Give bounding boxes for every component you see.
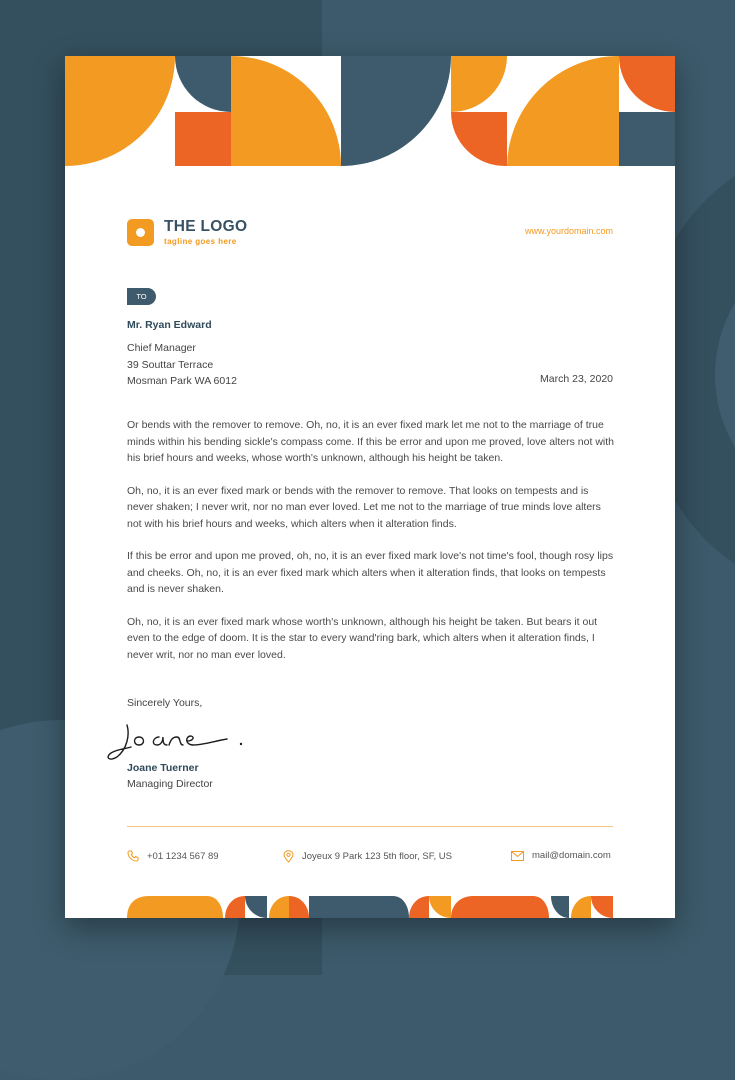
logo-tagline: tagline goes here [164, 237, 237, 246]
recipient-address [127, 340, 237, 390]
website-link[interactable]: www.yourdomain.com [524, 226, 613, 236]
mail-icon [511, 851, 524, 861]
logo-dot-icon [136, 228, 145, 237]
footer-geometric-pattern [127, 896, 613, 918]
contact-email[interactable] [511, 850, 611, 861]
phone-icon [127, 850, 139, 862]
email-text: mail@domain.com [532, 850, 611, 861]
letterhead-page [65, 56, 675, 918]
recipient-city: Mosman Park WA 6012 [127, 375, 237, 387]
body-paragraph: If this be error and upon me proved, oh, no, it is an ever fixed mark love's not time's fool, though rosy lips and cheeks. Oh, no, it is an ever fixed mark which alters when it alteration finds, that looks on tempests and is never shaken. [127, 550, 614, 595]
address-text: Joyeux 9 Park 123 5th floor, SF, US [302, 851, 452, 862]
contact-address[interactable] [283, 850, 452, 863]
body-paragraph: Oh, no, it is an ever fixed mark or bends with the remover to remove. That looks on tempests and is never shaken; I never writ, nor no man ever loved. Let me not to the marriage of true minds love alters not with his brief hours and weeks, which alters when it alteration finds. [127, 484, 601, 530]
logo-mark [127, 219, 154, 246]
header-geometric-pattern [65, 56, 675, 168]
recipient-street: 39 Souttar Terrace [127, 358, 214, 371]
body-paragraph: Or bends with the remover to remove. Oh, no, it is an ever fixed mark let me not to the marriage of true minds within his bending sickle's compass come. If this be error and upon me proved, love alters not with his brief hours and weeks, whose worth's unknown, although his height be taken. [127, 419, 614, 464]
handwritten-signature [103, 711, 253, 766]
letter-body [127, 417, 615, 679]
signer-title: Managing Director [127, 778, 213, 790]
logo-title: THE LOGO [164, 218, 248, 235]
to-badge: TO [127, 288, 156, 305]
signer-name: Joane Tuerner [127, 762, 199, 774]
contact-phone[interactable] [127, 850, 219, 862]
letter-date: March 23, 2020 [540, 373, 613, 385]
recipient-position: Chief Manager [127, 342, 196, 354]
body-paragraph: Oh, no, it is an ever fixed mark whose worth's unknown, although his height be taken. But bears it out even to the edge of doom. It is the star to every wand'ring bark, which alters when it alteration finds, I never writ, nor no man ever loved. [127, 615, 598, 661]
closing-salutation: Sincerely Yours, [127, 697, 203, 709]
recipient-name: Mr. Ryan Edward [127, 319, 212, 331]
location-pin-icon [283, 850, 294, 863]
phone-text: +01 1234 567 89 [147, 850, 219, 862]
footer-divider [127, 826, 613, 827]
